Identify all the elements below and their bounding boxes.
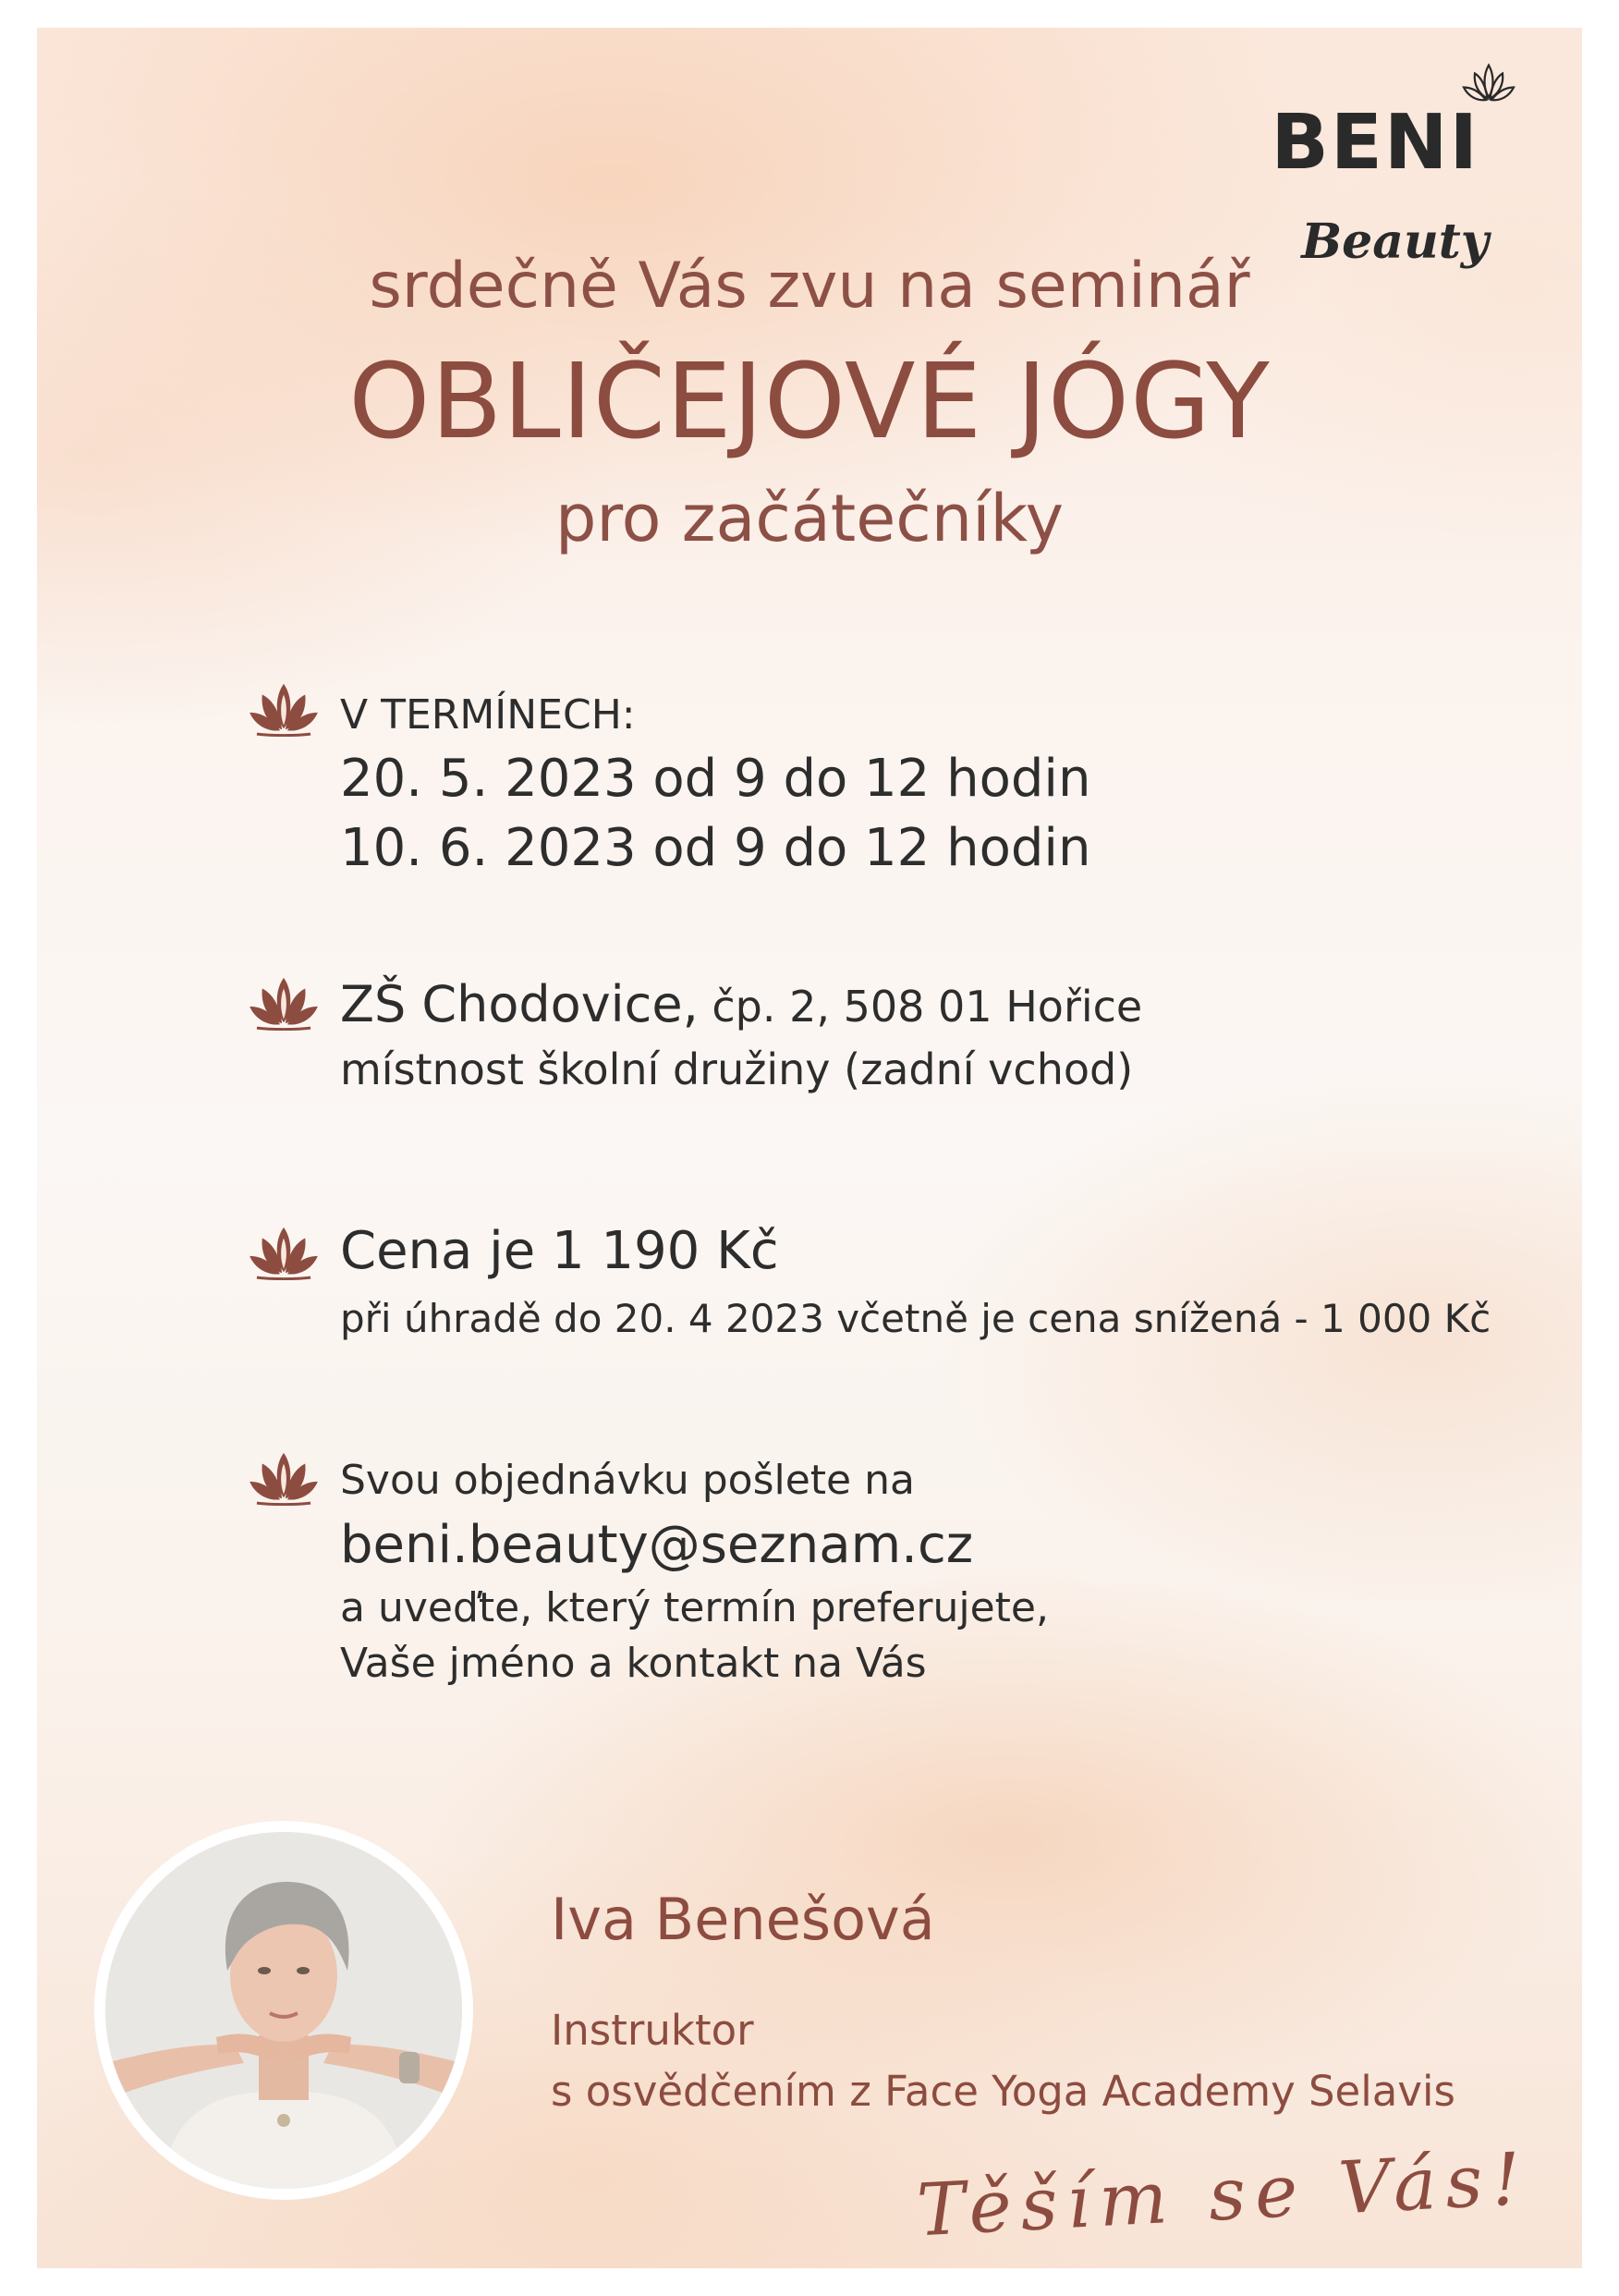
instructor-role: Instruktor: [551, 2006, 754, 2055]
page-title: OBLIČEJOVÉ JÓGY: [348, 342, 1271, 462]
lotus-bullet-icon: [248, 680, 320, 738]
price-main: Cena je 1 190 Kč: [340, 1221, 779, 1281]
location-line: [340, 975, 1143, 1033]
date-item: 20. 5. 2023 od 9 do 12 hodin: [340, 749, 1091, 809]
order-instruction: a uveďte, který termín preferujete,: [340, 1584, 1049, 1631]
location-room: místnost školní družiny (zadní vchod): [340, 1044, 1134, 1094]
logo-subtitle: Beauty: [1301, 214, 1489, 270]
closing-signature: Těším se Vás!: [915, 2137, 1532, 2253]
location-name: ZŠ Chodovice,: [340, 975, 699, 1033]
lotus-bullet-icon: [248, 1224, 320, 1281]
lotus-bullet-icon: [248, 974, 320, 1032]
invitation-line: srdečně Vás zvu na seminář: [369, 250, 1250, 323]
date-item: 10. 6. 2023 od 9 do 12 hodin: [340, 818, 1091, 878]
logo-wordmark: BENI: [1271, 99, 1479, 187]
location-address: čp. 2, 508 01 Hořice: [698, 982, 1143, 1032]
page-subtitle: pro začátečníky: [554, 481, 1065, 556]
order-instruction: Vaše jméno a kontakt na Vás: [340, 1640, 927, 1687]
lotus-bullet-icon: [248, 1449, 320, 1507]
portrait-illustration: [105, 1832, 462, 2189]
price-discount: při úhradě do 20. 4 2023 včetně je cena snížená - 1 000 Kč: [340, 1296, 1491, 1341]
dates-label: V TERMÍNECH:: [340, 691, 636, 739]
instructor-certification: s osvědčením z Face Yoga Academy Selavis: [551, 2067, 1455, 2116]
order-intro: Svou objednávku pošlete na: [340, 1457, 915, 1504]
instructor-name: Iva Benešová: [551, 1886, 935, 1953]
instructor-photo: [94, 1821, 473, 2200]
order-email: beni.beauty@seznam.cz: [340, 1515, 974, 1575]
poster: [37, 28, 1582, 2268]
